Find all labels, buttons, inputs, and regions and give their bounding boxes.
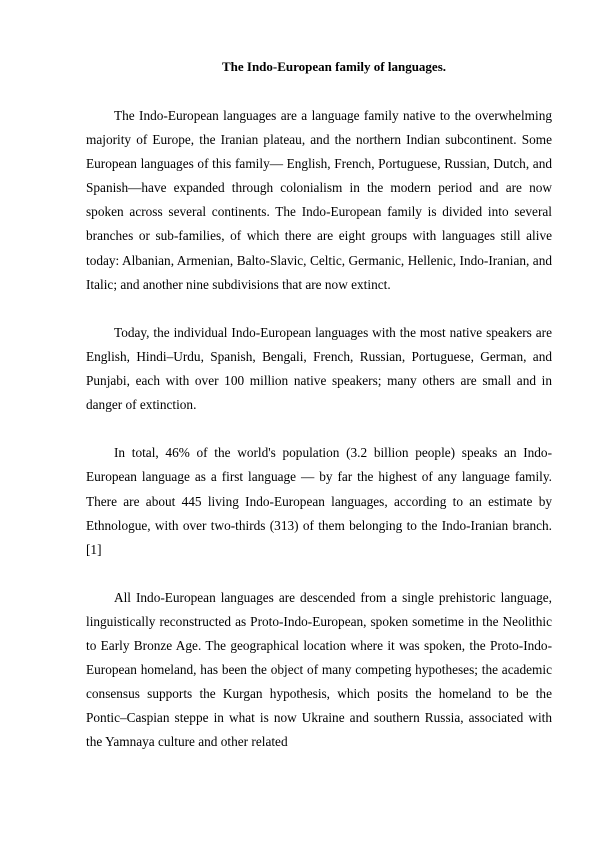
document-body (86, 104, 552, 755)
document-title: The Indo-European family of languages. (221, 59, 447, 74)
paragraph-population: In total, 46% of the world's population (3.2 billion people) speaks an Indo-European language as a first language — by far the highest of any language family. There are about 445 living Indo-European languages, according to an estimate by Ethnologue, with over two-thirds (313) of them belonging to the Indo-Iranian branch.[1] (86, 445, 552, 557)
paragraph-intro: The Indo-European languages are a language family native to the overwhelming majority of Europe, the Iranian plateau, and the northern Indian subcontinent. Some European languages of this family— English, French, Portuguese, Russian, Dutch, and Spanish—have expanded through colonialism in the modern period and are now spoken across several continents. The Indo-European family is divided into several branches or sub-families, of which there are eight groups with languages still alive today: Albanian, Armenian, Balto-Slavic, Celtic, Germanic, Hellenic, Indo-Iranian, and Italic; and another nine subdivisions that are now extinct. (86, 108, 552, 292)
paragraph-native-speakers: Today, the individual Indo-European languages with the most native speakers are English, Hindi–Urdu, Spanish, Bengali, French, Russian, Portuguese, German, and Punjabi, each with over 100 million native speakers; many others are small and in danger of extinction. (86, 324, 552, 413)
paragraph-origin: All Indo-European languages are descended from a single prehistoric language, linguistically reconstructed as Proto-Indo-European, spoken sometime in the Neolithic to Early Bronze Age. The geographical location where it was spoken, the Proto-Indo-European homeland, has been the object of many competing hypotheses; the academic consensus supports the Kurgan hypothesis, which posits the homeland to be the Pontic–Caspian steppe in what is now Ukraine and southern Russia, associated with the Yamnaya culture and other related (86, 589, 552, 750)
